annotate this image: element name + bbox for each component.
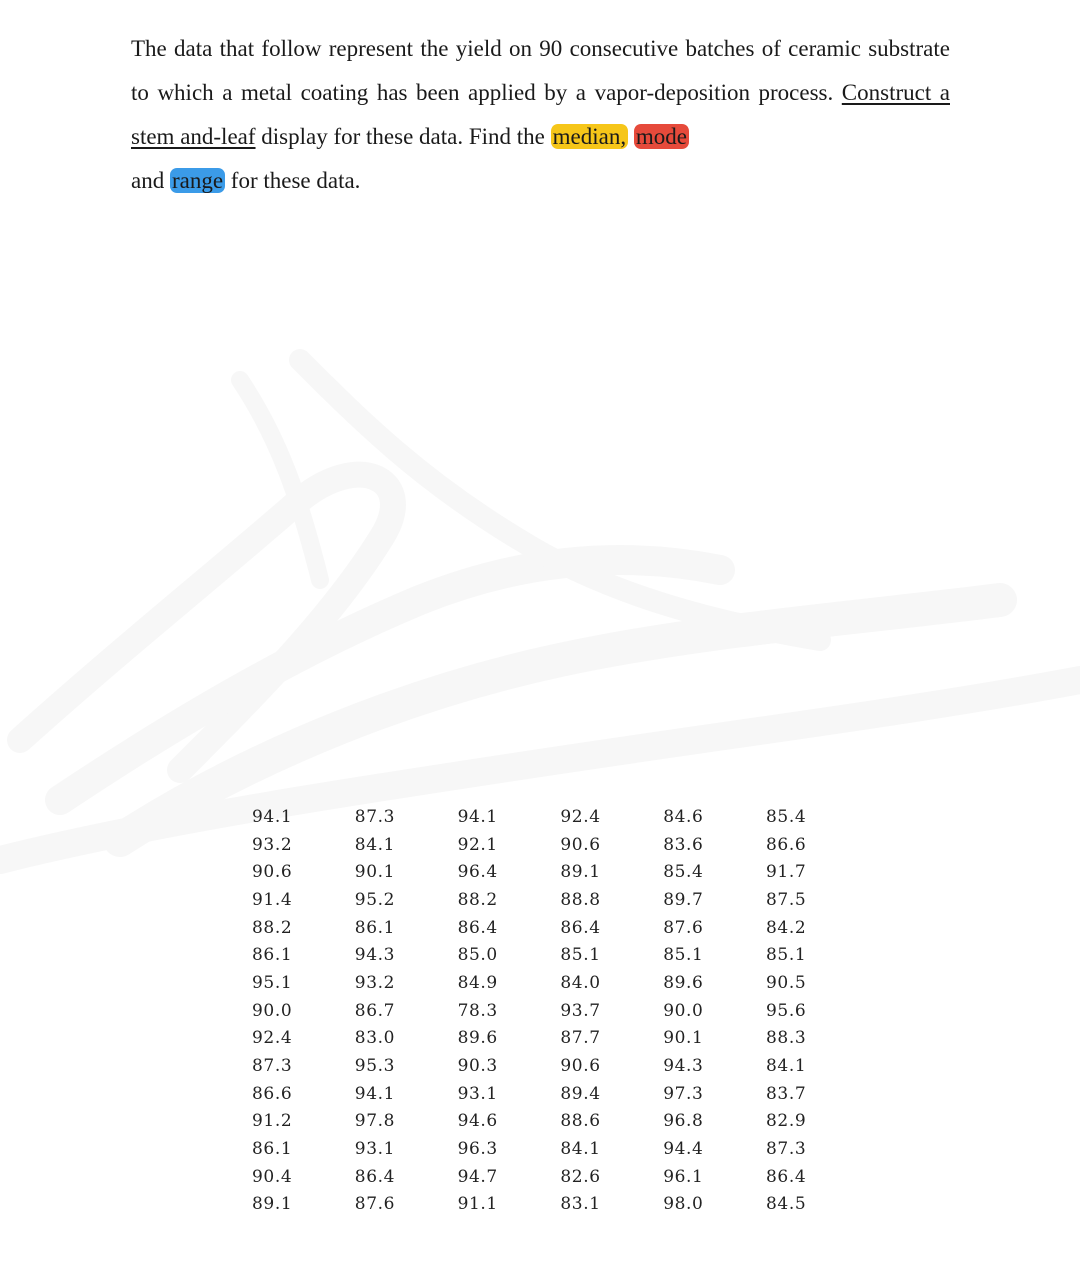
table-cell: 87.6 <box>663 917 704 938</box>
table-cell: 94.3 <box>354 945 396 966</box>
table-cell: 93.1 <box>457 1083 498 1104</box>
table-cell: 85.1 <box>560 945 601 966</box>
table-cell: 95.3 <box>354 1056 396 1077</box>
table-cell: 83.6 <box>663 834 704 855</box>
table-cell: 86.6 <box>252 1083 293 1104</box>
table-cell: 84.9 <box>457 972 498 993</box>
table-row <box>252 803 869 831</box>
yield-data-table <box>252 803 869 1218</box>
table-cell: 84.2 <box>765 917 807 938</box>
problem-text-and: and <box>131 168 165 193</box>
table-cell: 85.0 <box>457 945 498 966</box>
table-row <box>252 1025 869 1053</box>
table-cell: 86.6 <box>765 834 807 855</box>
highlight-mode: mode <box>635 124 687 149</box>
table-cell: 93.2 <box>252 834 293 855</box>
table-cell: 93.1 <box>354 1139 396 1160</box>
table-row <box>252 858 869 886</box>
table-cell: 92.1 <box>457 834 498 855</box>
table-cell: 91.7 <box>765 862 807 883</box>
table-cell: 87.6 <box>354 1194 396 1215</box>
table-cell: 94.3 <box>663 1056 704 1077</box>
table-cell: 91.2 <box>252 1111 293 1132</box>
table-cell: 86.4 <box>560 917 601 938</box>
highlight-range: range <box>171 168 224 193</box>
table-cell: 82.9 <box>765 1111 807 1132</box>
table-cell: 90.6 <box>252 862 293 883</box>
table-cell: 84.0 <box>560 972 601 993</box>
table-row <box>252 1163 869 1191</box>
table-cell: 94.6 <box>457 1111 498 1132</box>
table-cell: 94.1 <box>252 806 293 827</box>
table-cell: 85.1 <box>765 945 807 966</box>
table-cell: 89.1 <box>252 1194 293 1215</box>
table-cell: 96.8 <box>663 1111 704 1132</box>
table-cell: 86.4 <box>354 1166 396 1187</box>
table-row <box>252 1191 869 1219</box>
table-cell: 90.0 <box>252 1000 293 1021</box>
table-cell: 90.4 <box>252 1166 293 1187</box>
table-cell: 87.3 <box>252 1056 293 1077</box>
table-cell: 86.7 <box>354 1000 396 1021</box>
table-row <box>252 886 869 914</box>
table-cell: 94.1 <box>354 1083 396 1104</box>
table-cell: 78.3 <box>457 1000 498 1021</box>
table-cell: 94.7 <box>457 1166 498 1187</box>
table-cell: 83.0 <box>354 1028 396 1049</box>
table-cell: 88.6 <box>560 1111 601 1132</box>
table-row <box>252 997 869 1025</box>
table-cell: 88.8 <box>560 889 601 910</box>
table-row <box>252 941 869 969</box>
table-cell: 89.6 <box>663 972 704 993</box>
table-cell: 94.1 <box>457 806 498 827</box>
table-cell: 94.4 <box>663 1139 704 1160</box>
table-cell: 95.2 <box>354 889 396 910</box>
table-row <box>252 1080 869 1108</box>
table-cell: 82.6 <box>560 1166 601 1187</box>
table-cell: 89.1 <box>560 862 601 883</box>
table-cell: 89.7 <box>663 889 704 910</box>
table-cell: 86.4 <box>765 1166 807 1187</box>
table-cell: 89.4 <box>560 1083 601 1104</box>
table-cell: 95.6 <box>765 1000 807 1021</box>
table-cell: 84.1 <box>354 834 396 855</box>
problem-statement <box>131 27 950 203</box>
table-cell: 90.1 <box>354 862 396 883</box>
table-cell: 93.7 <box>560 1000 601 1021</box>
problem-text-intro: The data that follow represent the yield on 90 consecutive batches of ceramic substrate to which a metal coating has been applied by a vapor-deposition process. <box>131 36 950 105</box>
table-cell: 90.5 <box>765 972 807 993</box>
table-cell: 91.4 <box>252 889 293 910</box>
table-cell: 88.3 <box>765 1028 807 1049</box>
table-cell: 86.1 <box>252 1139 293 1160</box>
table-row <box>252 969 869 997</box>
highlight-median: median, <box>552 124 627 149</box>
table-cell: 86.4 <box>457 917 498 938</box>
table-row <box>252 1135 869 1163</box>
table-cell: 86.1 <box>354 917 396 938</box>
table-cell: 88.2 <box>457 889 498 910</box>
table-cell: 84.5 <box>765 1194 807 1215</box>
table-cell: 90.0 <box>663 1000 704 1021</box>
table-cell: 91.1 <box>457 1194 498 1215</box>
table-cell: 84.1 <box>765 1056 807 1077</box>
table-row <box>252 914 869 942</box>
table-row <box>252 831 869 859</box>
table-cell: 90.6 <box>560 1056 601 1077</box>
table-cell: 87.5 <box>765 889 807 910</box>
table-cell: 83.1 <box>560 1194 601 1215</box>
faint-scribble-watermark <box>0 320 1080 880</box>
table-cell: 96.3 <box>457 1139 498 1160</box>
problem-text-middle: display for these data. Find the <box>255 124 545 149</box>
table-cell: 90.6 <box>560 834 601 855</box>
table-cell: 84.6 <box>663 806 704 827</box>
table-cell: 95.1 <box>252 972 293 993</box>
table-row <box>252 1052 869 1080</box>
table-cell: 85.4 <box>663 862 704 883</box>
table-cell: 97.3 <box>663 1083 704 1104</box>
table-cell: 93.2 <box>354 972 396 993</box>
yield-data-body <box>252 803 869 1218</box>
table-cell: 96.1 <box>663 1166 704 1187</box>
table-cell: 88.2 <box>252 917 293 938</box>
table-cell: 90.3 <box>457 1056 498 1077</box>
table-cell: 83.7 <box>765 1083 807 1104</box>
table-cell: 92.4 <box>252 1028 293 1049</box>
table-cell: 90.1 <box>663 1028 704 1049</box>
table-cell: 87.7 <box>560 1028 601 1049</box>
table-cell: 87.3 <box>765 1139 807 1160</box>
table-cell: 85.4 <box>765 806 807 827</box>
table-cell: 96.4 <box>457 862 498 883</box>
table-cell: 89.6 <box>457 1028 498 1049</box>
underlined-instruction: Construct a stem and-leaf <box>131 80 950 149</box>
table-cell: 84.1 <box>560 1139 601 1160</box>
table-cell: 98.0 <box>663 1194 704 1215</box>
table-cell: 97.8 <box>354 1111 396 1132</box>
problem-text-end: for these data. <box>225 168 361 193</box>
table-cell: 86.1 <box>252 945 293 966</box>
table-row <box>252 1108 869 1136</box>
table-cell: 87.3 <box>354 806 396 827</box>
table-cell: 85.1 <box>663 945 704 966</box>
table-cell: 92.4 <box>560 806 601 827</box>
